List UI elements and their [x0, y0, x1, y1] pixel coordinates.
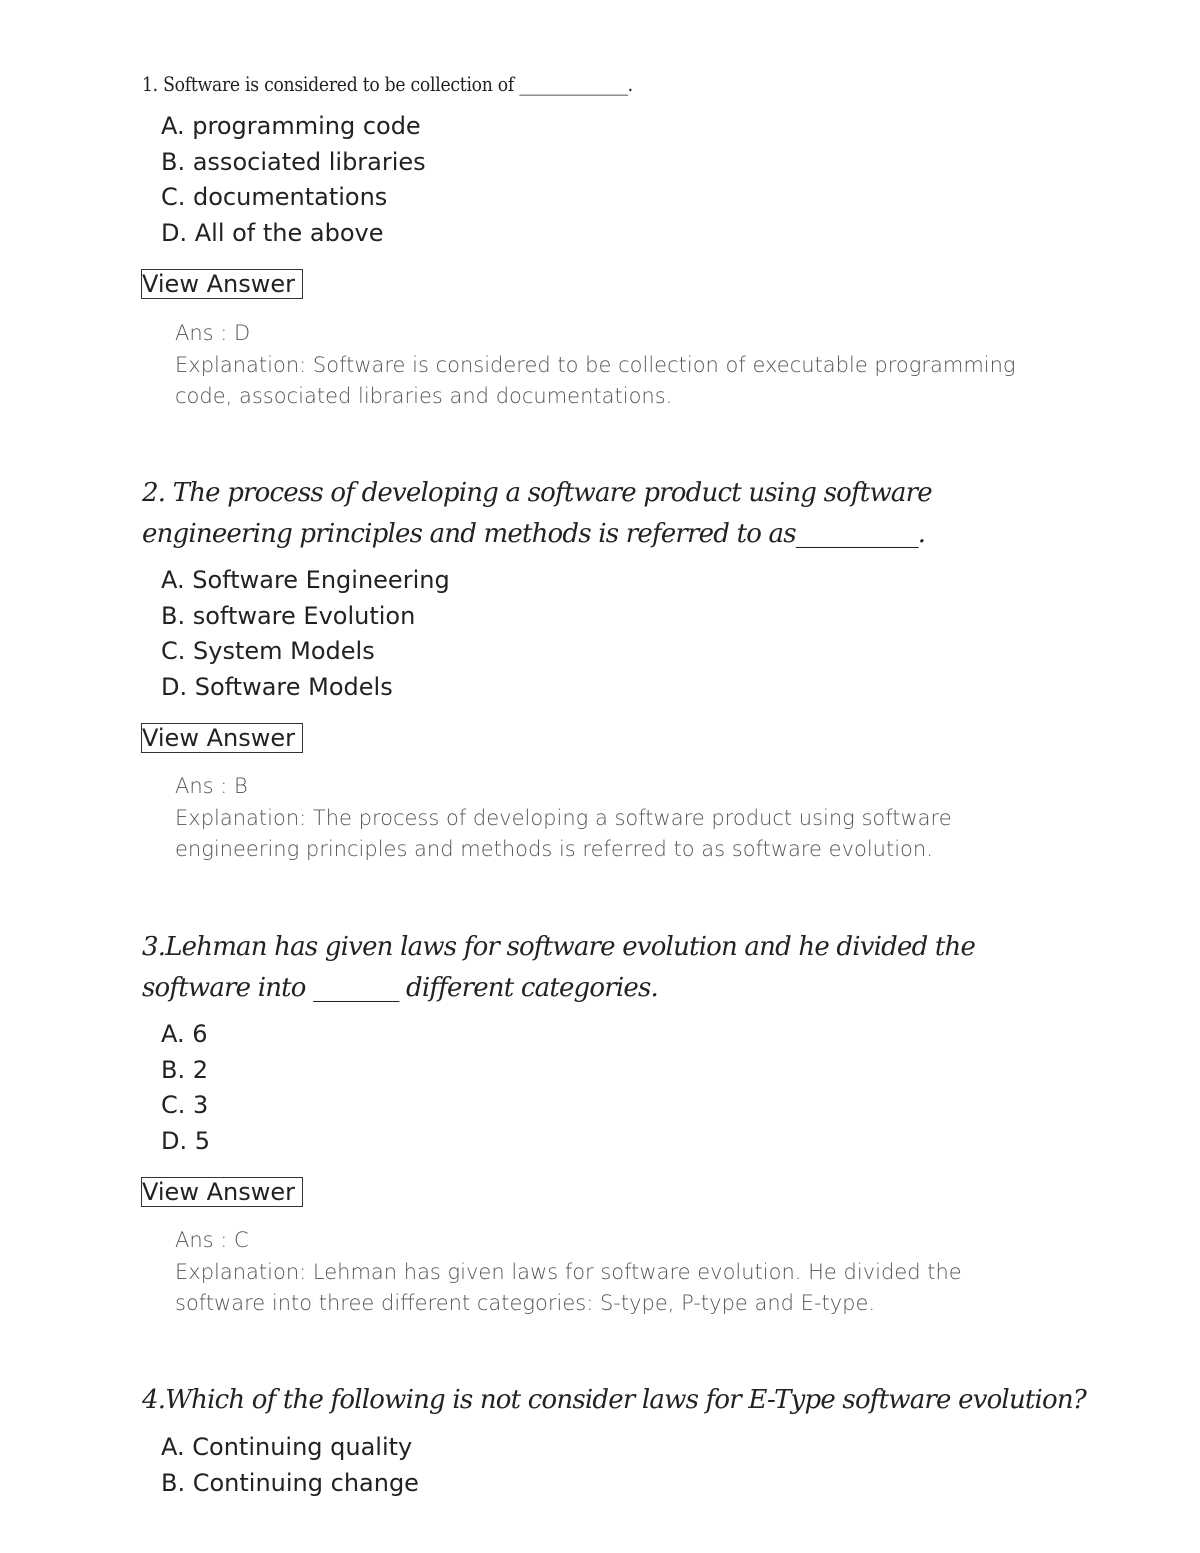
option-c: C. System Models	[161, 637, 375, 665]
question-2-text: 2. The process of developing a software product using software engineering principles and methods is referred to as__________.	[142, 478, 932, 549]
question-3-text: 3.Lehman has given laws for software evolution and he divided the software into _______ different categories.	[142, 932, 976, 1003]
answer-block	[175, 318, 1055, 413]
answer-text: Ans : B	[175, 774, 248, 798]
answer-text: Ans : C	[175, 1228, 249, 1252]
question-4-options	[161, 1430, 419, 1501]
option-b: B. software Evolution	[161, 601, 416, 630]
answer-block	[175, 771, 1055, 866]
option-d: D. 5	[161, 1126, 211, 1155]
answer-block	[175, 1225, 1055, 1320]
view-answer-button[interactable]: View Answer	[141, 269, 303, 299]
option-b: B. associated libraries	[161, 147, 426, 176]
explanation-text: Explanation: Lehman has given laws for software evolution. He divided the software into three different categories: S-type, P-type and E-type.	[175, 1259, 962, 1315]
view-answer-button[interactable]: View Answer	[141, 1177, 303, 1207]
question-3-options	[161, 1017, 210, 1159]
explanation-text: Explanation: The process of developing a software product using software engineering principles and methods is referred to as software evolution.	[175, 805, 952, 861]
option-c: C. documentations	[161, 183, 388, 211]
option-a: A. 6	[161, 1020, 208, 1048]
option-d: D. Software Models	[161, 672, 393, 701]
option-d: D. All of the above	[161, 218, 384, 247]
option-a: A. Continuing quality	[161, 1433, 413, 1461]
question-1-text: 1. Software is considered to be collection of _____________.	[142, 72, 633, 96]
option-b: B. Continuing change	[161, 1468, 419, 1497]
question-2-options	[161, 563, 450, 705]
answer-text: Ans : D	[175, 321, 251, 345]
option-c: C. 3	[161, 1091, 209, 1119]
question-4-text: 4.Which of the following is not consider laws for E-Type software evolution?	[142, 1385, 1086, 1415]
view-answer-button[interactable]: View Answer	[141, 723, 303, 753]
question-1-options	[161, 109, 426, 251]
option-a: A. programming code	[161, 112, 421, 140]
option-a: A. Software Engineering	[161, 566, 450, 594]
option-b: B. 2	[161, 1055, 208, 1084]
explanation-text: Explanation: Software is considered to be collection of executable programming code, associated libraries and documentations.	[175, 352, 1016, 408]
